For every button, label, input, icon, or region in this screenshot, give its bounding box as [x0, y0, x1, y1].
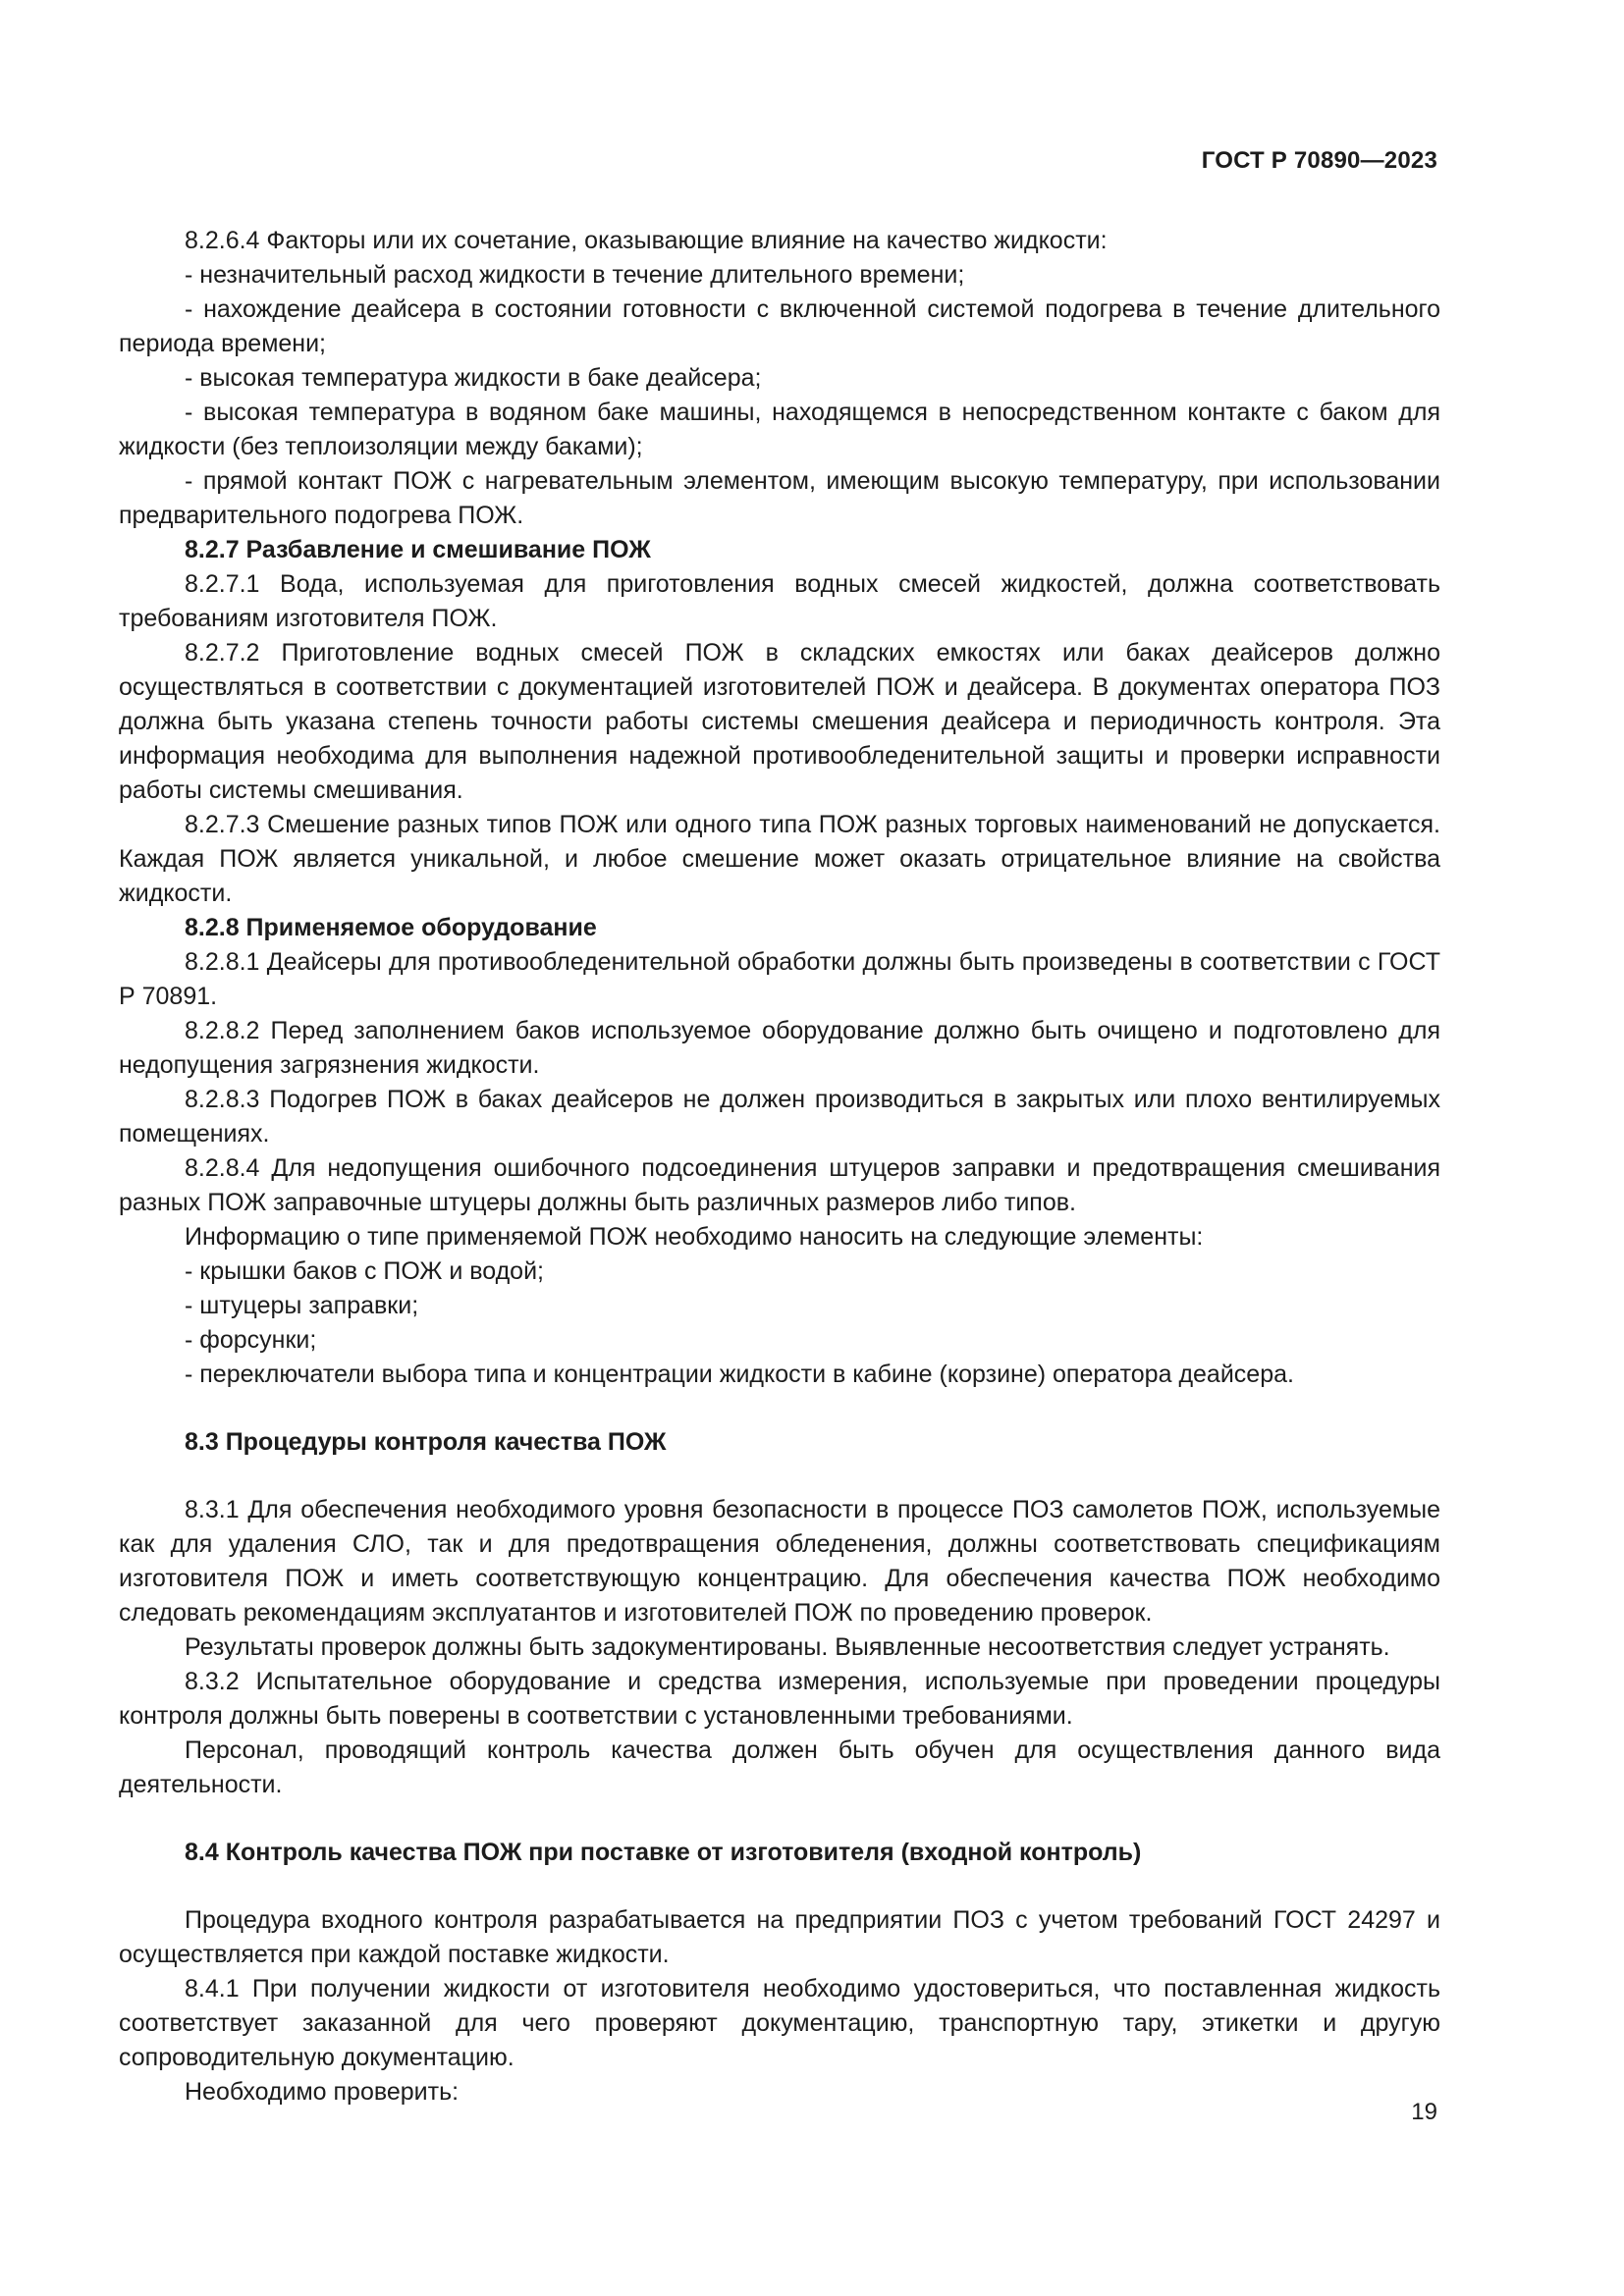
paragraph: Результаты проверок должны быть задокументированы. Выявленные несоответствия следует устранять. [185, 1633, 1390, 1661]
paragraph: 8.2.8.2 Перед заполнением баков используемое оборудование должно быть очищено и подготовлено для недопущения загрязнения жидкости. [119, 1017, 1440, 1079]
paragraph: 8.4.1 При получении жидкости от изготовителя необходимо удостовериться, что поставленная жидкость соответствует заказанной для чего проверяют документацию, транспортную тару, этикетки и другую сопроводительную документацию. [119, 1975, 1440, 2071]
page-number: 19 [1411, 2099, 1437, 2125]
list-item: - форсунки; [185, 1326, 317, 1354]
section-heading-8-4: 8.4 Контроль качества ПОЖ при поставке от изготовителя (входной контроль) [185, 1839, 1142, 1866]
list-item: - нахождение деайсера в состоянии готовности с включенной системой подогрева в течение длительного периода времени; [119, 295, 1440, 357]
list-item: - прямой контакт ПОЖ с нагревательным элементом, имеющим высокую температуру, при использовании предварительного подогрева ПОЖ. [119, 467, 1440, 529]
list-item: - высокая температура в водяном баке машины, находящемся в непосредственном контакте с баком для жидкости (без теплоизоляции между баками); [119, 399, 1440, 460]
paragraph: 8.2.7.2 Приготовление водных смесей ПОЖ в складских емкостях или баках деайсеров должно осуществляться в соответствии с документацией изготовителей ПОЖ и деайсера. В документах оператора ПОЗ должна быть указана степень точности работы системы смешения деайсера и периодичность контроля. Эта информация необходима для выполнения надежной противообледенительной защиты и проверки исправности работы системы смешивания. [119, 639, 1440, 804]
paragraph: 8.2.6.4 Факторы или их сочетание, оказывающие влияние на качество жидкости: [185, 227, 1108, 254]
paragraph: 8.2.8.1 Деайсеры для противообледенительной обработки должны быть произведены в соответствии с ГОСТ Р 70891. [119, 948, 1440, 1010]
paragraph: 8.3.2 Испытательное оборудование и средства измерения, используемые при проведении процедуры контроля должны быть поверены в соответствии с установленными требованиями. [119, 1668, 1440, 1730]
list-item: - незначительный расход жидкости в течение длительного времени; [185, 261, 965, 289]
list-item: - крышки баков с ПОЖ и водой; [185, 1257, 544, 1285]
paragraph: Процедура входного контроля разрабатывается на предприятии ПОЗ с учетом требований ГОСТ 24297 и осуществляется при каждой поставке жидкости. [119, 1906, 1440, 1968]
paragraph: 8.2.8.4 Для недопущения ошибочного подсоединения штуцеров заправки и предотвращения смешивания разных ПОЖ заправочные штуцеры должны быть различных размеров либо типов. [119, 1154, 1440, 1216]
section-heading-8-3: 8.3 Процедуры контроля качества ПОЖ [185, 1428, 667, 1456]
section-heading-8-2-7: 8.2.7 Разбавление и смешивание ПОЖ [185, 536, 651, 563]
paragraph: 8.2.8.3 Подогрев ПОЖ в баках деайсеров не должен производиться в закрытых или плохо вентилируемых помещениях. [119, 1086, 1440, 1148]
page-header: ГОСТ Р 70890—2023 [1201, 147, 1437, 174]
list-item: - штуцеры заправки; [185, 1292, 419, 1319]
paragraph: 8.2.7.1 Вода, используемая для приготовления водных смесей жидкостей, должна соответствовать требованиям изготовителя ПОЖ. [119, 570, 1440, 632]
paragraph: Необходимо проверить: [185, 2078, 460, 2106]
paragraph: 8.2.7.3 Смешение разных типов ПОЖ или одного типа ПОЖ разных торговых наименований не допускается. Каждая ПОЖ является уникальной, и любое смешение может оказать отрицательное влияние на свойства жидкости. [119, 811, 1440, 907]
paragraph: 8.3.1 Для обеспечения необходимого уровня безопасности в процессе ПОЗ самолетов ПОЖ, используемые как для удаления СЛО, так и для предотвращения обледенения, должны соответствовать спецификациям изготовителя ПОЖ и иметь соответствующую концентрацию. Для обеспечения качества ПОЖ необходимо следовать рекомендациям эксплуатантов и изготовителей ПОЖ по проведению проверок. [119, 1496, 1440, 1627]
list-item: - высокая температура жидкости в баке деайсера; [185, 364, 762, 392]
paragraph: Персонал, проводящий контроль качества должен быть обучен для осуществления данного вида деятельности. [119, 1736, 1440, 1798]
document-body [119, 224, 1440, 2109]
list-item: - переключатели выбора типа и концентрации жидкости в кабине (корзине) оператора деайсера. [185, 1361, 1294, 1388]
section-heading-8-2-8: 8.2.8 Применяемое оборудование [185, 914, 597, 941]
paragraph: Информацию о типе применяемой ПОЖ необходимо наносить на следующие элементы: [185, 1223, 1204, 1251]
